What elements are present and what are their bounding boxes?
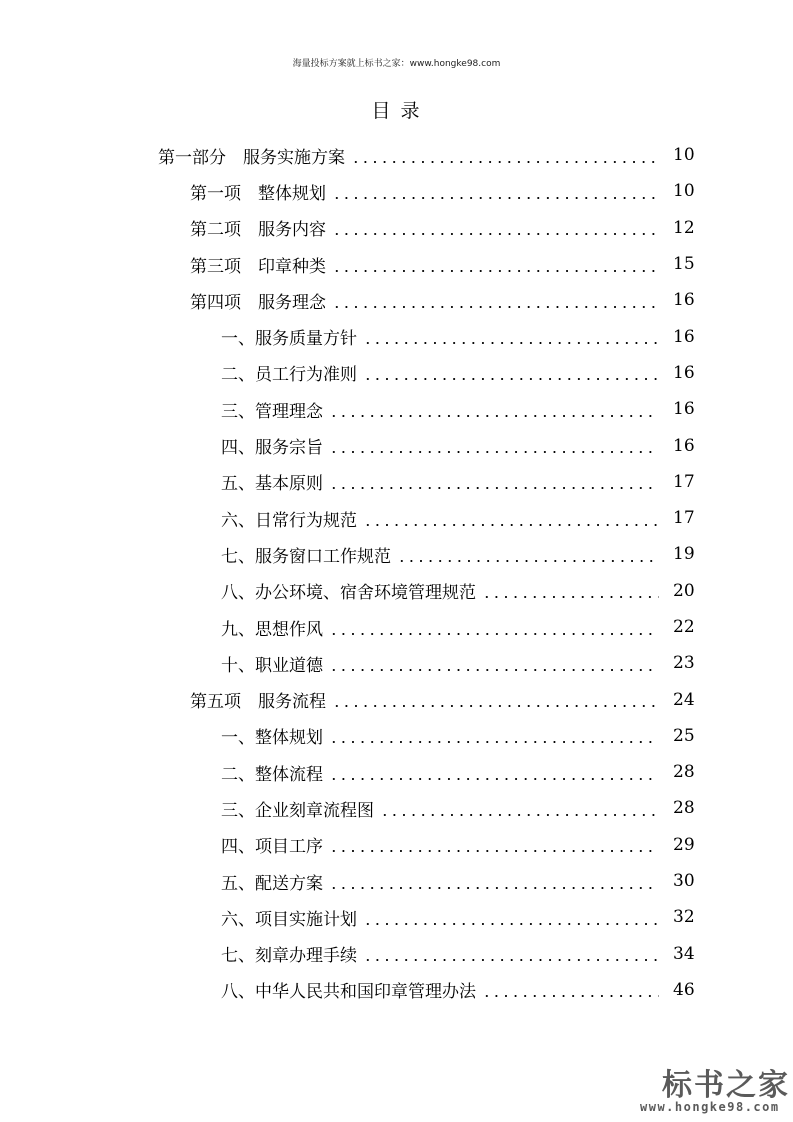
toc-entry-title: 服务流程: [258, 692, 326, 713]
toc-entry-title: 整体规划: [255, 728, 323, 749]
toc-entry-number: 第一项: [190, 183, 258, 204]
toc-entry-number: 六、: [221, 510, 255, 531]
dot-leader: [332, 219, 659, 236]
toc-entry-number: 七、: [221, 546, 255, 567]
dot-leader: [329, 401, 659, 418]
toc-entry-number: 三、: [221, 401, 255, 422]
dot-leader: [363, 328, 659, 345]
toc-entry[interactable]: [0, 355, 793, 391]
toc-entry-title: 项目实施计划: [255, 909, 357, 930]
toc-entry-number: 四、: [221, 438, 255, 459]
toc-entry-title: 服务窗口工作规范: [255, 546, 391, 567]
toc-entry-title: 整体规划: [258, 183, 326, 204]
toc-entry-number: 九、: [221, 619, 255, 640]
toc-entry[interactable]: [0, 210, 793, 246]
toc-title: 目 录: [371, 100, 422, 122]
dot-leader: [482, 582, 659, 599]
toc-entry-page: 28: [673, 762, 695, 783]
toc-entry-number: 第三项: [190, 256, 258, 277]
dot-leader: [363, 510, 659, 527]
toc-entry[interactable]: [0, 609, 793, 645]
toc-entry-title: 管理理念: [255, 401, 323, 422]
dot-leader: [332, 292, 659, 309]
toc-entry[interactable]: [0, 573, 793, 609]
toc-entry[interactable]: [0, 427, 793, 463]
dot-leader: [329, 655, 659, 672]
dot-leader: [329, 437, 659, 454]
toc-entry-number: 第一部分: [158, 147, 243, 168]
toc-entry-title: 服务质量方针: [255, 329, 357, 350]
toc-entry-title: 印章种类: [258, 256, 326, 277]
toc-entry[interactable]: [0, 790, 793, 826]
dot-leader: [332, 256, 659, 273]
toc-entry-title: 整体流程: [255, 764, 323, 785]
dot-leader: [363, 364, 659, 381]
toc-entry-page: 29: [673, 834, 695, 855]
toc-entry-page: 16: [673, 290, 695, 311]
toc-entry-title: 企业刻章流程图: [255, 800, 374, 821]
toc-entry-page: 17: [673, 471, 695, 492]
toc-entry-page: 16: [673, 362, 695, 383]
toc-entry-number: 八、: [221, 982, 255, 1003]
toc-entry-page: 19: [673, 544, 695, 565]
toc-entry[interactable]: [0, 863, 793, 899]
toc-entry-title: 服务实施方案: [243, 147, 345, 168]
toc-entry-page: 16: [673, 435, 695, 456]
toc-entry-page: 10: [673, 181, 695, 202]
toc-entry-title: 服务内容: [258, 220, 326, 241]
toc-entry[interactable]: [0, 681, 793, 717]
toc-entry-title: 服务宗旨: [255, 438, 323, 459]
toc-entry-page: 16: [673, 326, 695, 347]
toc-entry[interactable]: [0, 972, 793, 1008]
toc-entry-title: 日常行为规范: [255, 510, 357, 531]
toc-entry-title: 刻章办理手续: [255, 946, 357, 967]
toc-entry-number: 六、: [221, 909, 255, 930]
toc-entry-title: 基本原则: [255, 474, 323, 495]
dot-leader: [363, 945, 659, 962]
toc-entry-page: 24: [673, 689, 695, 710]
toc-entry[interactable]: [0, 464, 793, 500]
watermark-logo: [640, 1060, 790, 1118]
toc-entry-title: 服务理念: [258, 292, 326, 313]
dot-leader: [329, 473, 659, 490]
dot-leader: [329, 836, 659, 853]
logo-text: 标书之家: [662, 1068, 790, 1103]
toc-entry-number: 第四项: [190, 292, 258, 313]
toc-entry-page: 46: [673, 979, 695, 1000]
toc-entry[interactable]: [0, 936, 793, 972]
dot-leader: [482, 981, 659, 998]
table-of-contents: [0, 137, 793, 1008]
toc-entry[interactable]: [0, 391, 793, 427]
toc-entry[interactable]: [0, 899, 793, 935]
toc-entry-page: 20: [673, 580, 695, 601]
toc-entry-page: 10: [673, 145, 695, 166]
toc-entry-number: 十、: [221, 655, 255, 676]
toc-entry-page: 28: [673, 798, 695, 819]
toc-entry[interactable]: [0, 754, 793, 790]
toc-entry-number: 第五项: [190, 692, 258, 713]
toc-entry-number: 五、: [221, 873, 255, 894]
toc-entry-page: 25: [673, 725, 695, 746]
toc-entry[interactable]: [0, 173, 793, 209]
toc-entry-title: 办公环境、宿舍环境管理规范: [255, 583, 476, 604]
dot-leader: [329, 727, 659, 744]
toc-entry-page: 12: [673, 217, 695, 238]
toc-entry-page: 15: [673, 254, 695, 275]
toc-entry-title: 中华人民共和国印章管理办法: [255, 982, 476, 1003]
toc-entry-number: 八、: [221, 583, 255, 604]
toc-entry[interactable]: [0, 827, 793, 863]
toc-entry-title: 思想作风: [255, 619, 323, 640]
toc-entry[interactable]: [0, 282, 793, 318]
toc-entry[interactable]: [0, 246, 793, 282]
toc-entry-page: 34: [673, 943, 695, 964]
dot-leader: [363, 909, 659, 926]
toc-entry[interactable]: [0, 645, 793, 681]
toc-entry-number: 三、: [221, 800, 255, 821]
page-header: 海量投标方案就上标书之家：www.hongke98.com: [292, 59, 501, 69]
toc-entry-page: 32: [673, 907, 695, 928]
toc-entry-number: 二、: [221, 764, 255, 785]
toc-entry-number: 七、: [221, 946, 255, 967]
logo-url: www.hongke98.com: [640, 1100, 780, 1114]
dot-leader: [329, 619, 659, 636]
dot-leader: [351, 147, 659, 164]
dot-leader: [329, 764, 659, 781]
dot-leader: [332, 691, 659, 708]
dot-leader: [332, 183, 659, 200]
toc-entry-title: 员工行为准则: [255, 365, 357, 386]
toc-entry[interactable]: [0, 536, 793, 572]
toc-entry-number: 第二项: [190, 220, 258, 241]
dot-leader: [397, 546, 659, 563]
toc-entry[interactable]: [0, 137, 793, 173]
toc-entry-title: 配送方案: [255, 873, 323, 894]
toc-entry-page: 22: [673, 617, 695, 637]
toc-entry-page: 30: [673, 871, 695, 892]
toc-entry[interactable]: [0, 500, 793, 536]
toc-entry-title: 项目工序: [255, 837, 323, 858]
toc-entry-page: 17: [673, 508, 695, 529]
toc-entry-number: 二、: [221, 365, 255, 386]
toc-entry[interactable]: [0, 718, 793, 754]
toc-entry-number: 一、: [221, 728, 255, 749]
toc-entry-number: 五、: [221, 474, 255, 495]
toc-entry-page: 16: [673, 399, 695, 420]
toc-entry[interactable]: [0, 318, 793, 354]
dot-leader: [329, 873, 659, 890]
toc-entry-number: 四、: [221, 837, 255, 858]
toc-entry-page: 23: [673, 653, 695, 674]
dot-leader: [380, 800, 659, 817]
toc-entry-title: 职业道德: [255, 655, 323, 676]
toc-entry-number: 一、: [221, 329, 255, 350]
